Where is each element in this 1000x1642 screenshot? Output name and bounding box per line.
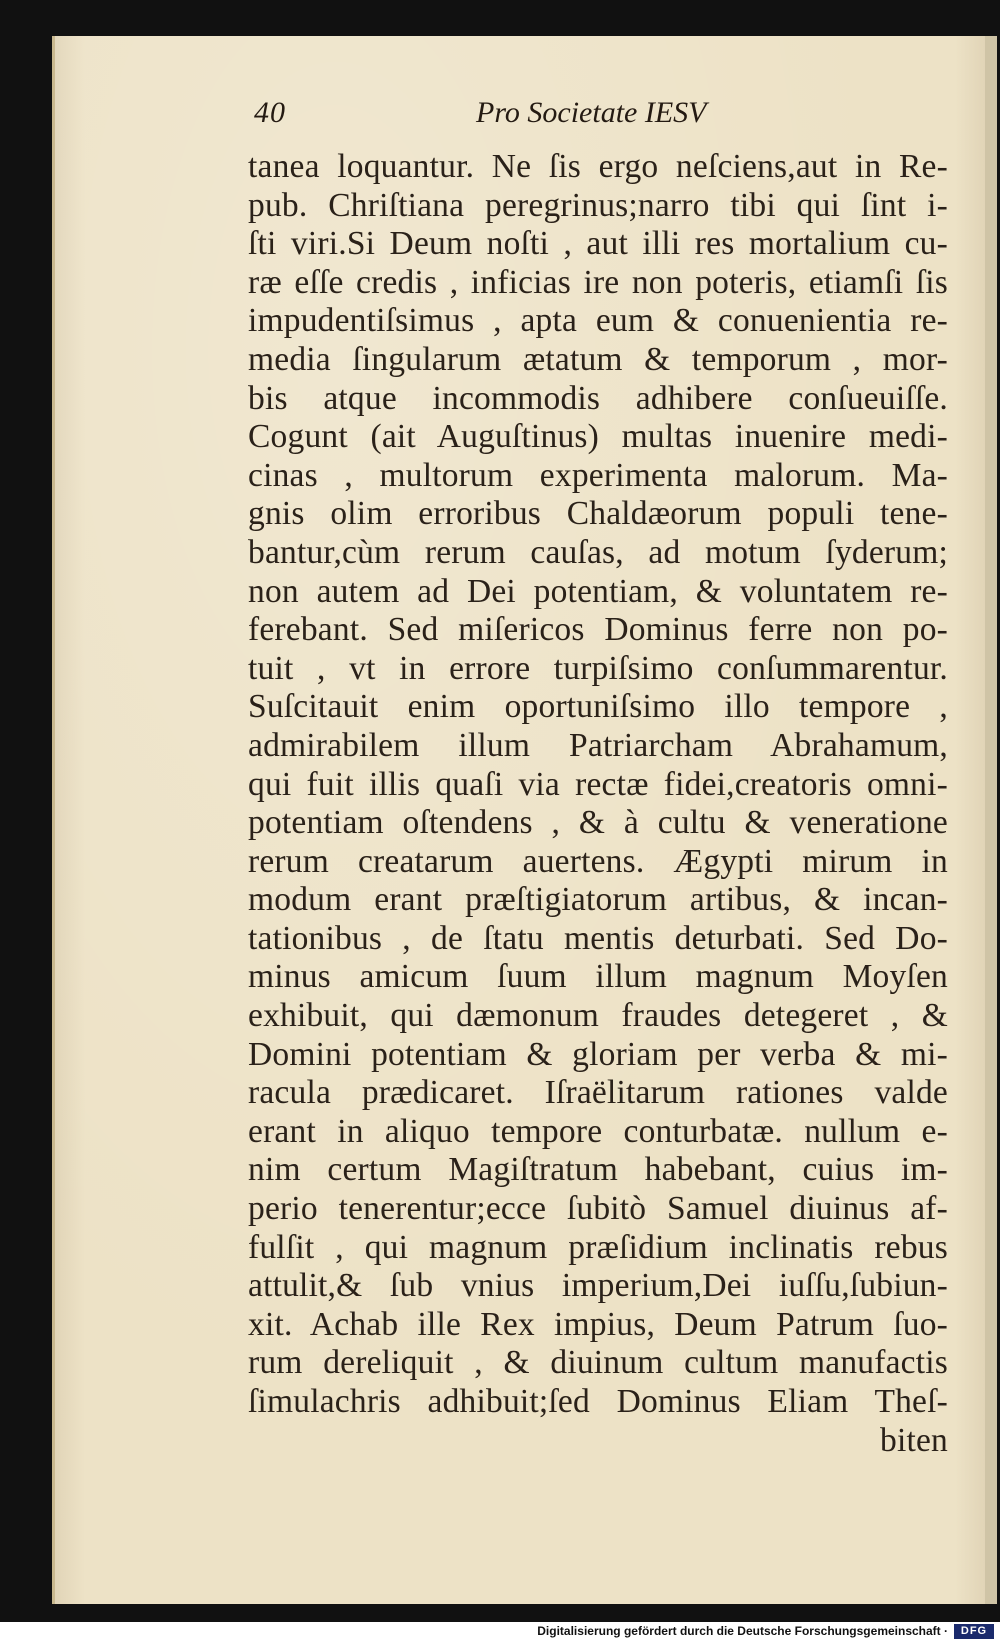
body-text [248,148,948,1460]
text-line: modum erant præſtigiatorum artibus, & incan- [248,881,948,919]
text-line: impudentiſsimus , apta eum & conuenientia re- [248,302,948,340]
text-line: media ſingularum ætatum & temporum , mor- [248,340,948,378]
text-line: ſti viri.Si Deum noſti , aut illi res mortalium cu- [248,225,948,263]
text-line: admirabilem illum Patriarcham Abrahamum, [248,726,948,764]
text-line: bantur,cùm rerum cauſas, ad motum ſyderum; [248,533,948,571]
text-line: cinas , multorum experimenta malorum. Ma- [248,456,948,494]
text-line: perio tenerentur;ecce ſubitò Samuel diuinus af- [248,1190,948,1228]
text-line: Suſcitauit enim oportuniſsimo illo tempore , [248,688,948,726]
text-line: qui fuit illis quaſi via rectæ fidei,creatoris omni- [248,765,948,803]
text-line: fulſit , qui magnum præſidium inclinatis rebus [248,1228,948,1266]
text-line: exhibuit, qui dæmonum fraudes detegeret , & [248,997,948,1035]
text-line: tationibus , de ſtatu mentis deturbati. Sed Do- [248,919,948,957]
text-line: Domini potentiam & gloriam per verba & mi- [248,1035,948,1073]
text-line: tuit , vt in errore turpiſsimo conſummarentur. [248,649,948,687]
footer-bar [0,1622,1000,1642]
page-number: 40 [254,96,286,129]
text-line: attulit,& ſub vnius imperium,Dei iuſſu,ſubiun- [248,1267,948,1305]
text-line: non autem ad Dei potentiam, & voluntatem re- [248,572,948,610]
page-header [254,96,774,140]
text-line: potentiam oſtendens , & à cultu & veneratione [248,804,948,842]
text-line: racula prædicaret. Iſraëlitarum rationes valde [248,1074,948,1112]
text-line: bis atque incommodis adhibere conſueuiſſe. [248,379,948,417]
page-edge [985,36,997,1604]
text-line: minus amicum ſuum illum magnum Moyſen [248,958,948,996]
text-line: ræ eſſe credis , inficias ire non poteris, etiamſi ſis [248,263,948,301]
dfg-logo: DFG [954,1624,994,1639]
text-line: tanea loquantur. Ne ſis ergo neſciens,aut in Re- [248,148,948,185]
text-line: erant in aliquo tempore conturbatæ. nullum e- [248,1112,948,1150]
text-line: gnis olim erroribus Chaldæorum populi tene- [248,495,948,533]
digitization-credit: Digitalisierung gefördert durch die Deutsche Forschungsgemeinschaft · [537,1624,948,1638]
text-line: ferebant. Sed miſericos Dominus ferre non po- [248,611,948,649]
text-line: xit. Achab ille Rex impius, Deum Patrum ſuo- [248,1305,948,1343]
text-line: nim certum Magiſtratum habebant, cuius im- [248,1151,948,1189]
text-line: pub. Chriſtiana peregrinus;narro tibi qui ſint i- [248,186,948,224]
running-head: Pro Societate IESV [476,96,707,129]
catchword: biten [880,1421,948,1459]
text-line: rerum creatarum auertens. Ægypti mirum in [248,842,948,880]
text-line: Cogunt (ait Auguſtinus) multas inuenire medi- [248,418,948,456]
text-line: rum dereliquit , & diuinum cultum manufactis [248,1344,948,1382]
text-line: ſimulachris adhibuit;ſed Dominus Eliam Theſ- [248,1383,948,1420]
